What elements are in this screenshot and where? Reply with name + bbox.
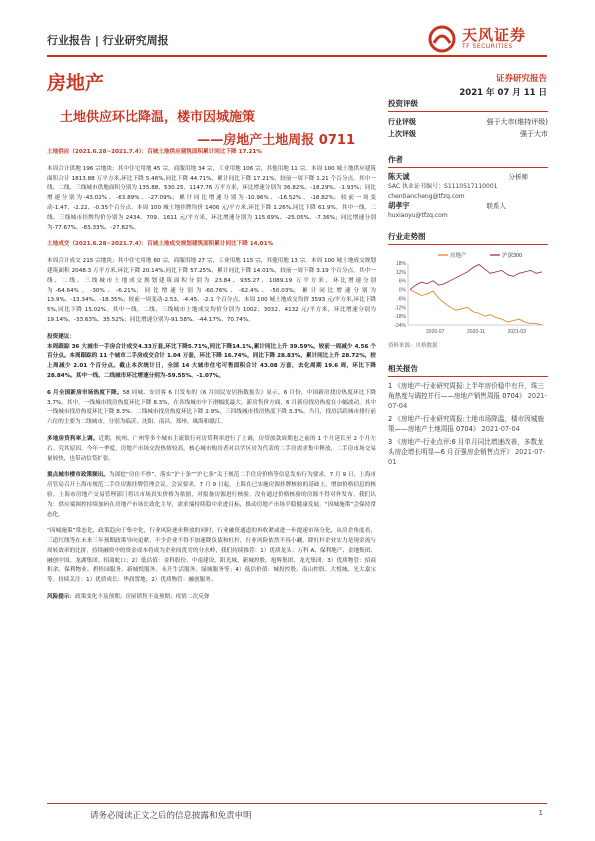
report-date: 2021 年 07 月 11 日 (459, 88, 547, 98)
y-tick-label: -24% (394, 322, 406, 329)
main-body (47, 148, 376, 610)
report-type: 证券研究报告 (495, 74, 547, 84)
industry-rating (388, 116, 548, 128)
chart-source: 资料来源：贝格数据 (388, 342, 438, 349)
footer-divider (47, 803, 547, 804)
y-tick-label: 6% (398, 278, 406, 285)
paragraph-lead: 6 月全国新房市场热度下降。 (47, 389, 123, 396)
related-report[interactable] (388, 437, 548, 468)
rating-title: 投资评级 (388, 98, 548, 112)
footer-disclaimer: 请务必阅读正文之后的信息披露和免责申明 (90, 811, 252, 821)
header-divider (47, 55, 547, 57)
prev-rating (388, 128, 548, 140)
author-cert: SAC 执业证书编号：S1110517110001 (388, 183, 498, 190)
paragraph-label: 风险提示： (47, 594, 75, 601)
related-report-date: 2021-07-01 (388, 447, 546, 467)
series-line-1 (410, 264, 542, 289)
author-title: 作者 (388, 154, 548, 168)
author-role: 联系人 (486, 202, 506, 210)
paragraph-lead: 多地房贷利率上调。 (47, 435, 99, 442)
author-role: 分析师 (508, 173, 528, 181)
y-tick-label: 18% (395, 260, 406, 267)
industry-trend-chart (388, 249, 548, 339)
paragraph: 本周跟踪 36 大城市一手房合计成交4.33万套,环比下降5.71%,同比下降14.1%,累计同比上升 39.59%。较前一周减少 4.56 个百分点。本周跟踪的 11 个城市二手房成交合计 1.04 万套，环比下降 16.74%，同比下降 28.83%，累计同比上升 28.72%，较上周减少 2.01 个百分点。截止本次统计日，全国 14 大城市住宅可售面积合计 43.08 万套，去化周期 19.6 周，环比下降 28.84%。其中一线、二线城市环比增速分别为-59.55%、-1.07%。 (47, 343, 376, 379)
paragraph: 本周合计供地 196 宗地块；其中住宅用地 45 宗，商服用地 34 宗，工业用地 106 宗，其他用地 11 宗。本周 100 城土地供应建筑面积合计 1813.88 万平方米,环比下降 5.46%,同比下降 44.71%，累计同比下降 17.21%，较前一周下降 1.21 个百分点。其中一线、二线、三线城市供地面积分别为 135.88、530.25、1147.76 万平方米，环比增速分别为 36.82%、-18.29%、-1.93%；同比增速分别为-43.02%、-63.89%、-27.09%；累计同比增速分别为-10.96%、-16.52%、-18.82%；较前一周变动-1.47、-2.22、-0.35个百分点。本周 100 城土地挂牌均价 1406 元/平方米,环比下降 1.26%,同比下降 61.9%。其中一线、二线、三线城市挂牌均价分别为 2434、709、1611 元/平方米，环比增速分别为 115.69%、-25.05%、-7.36%；同比增速分别为-77.67%、-83.33%、-27.82%。 (47, 165, 376, 231)
related-report-title[interactable]: 1 《房地产-行业研究周报:上半年房价稳中有升，珠三角热度与调控并行——房地产销售周报 0704》 (388, 381, 544, 400)
y-tick-label: 0% (398, 287, 406, 294)
related-report[interactable] (388, 414, 548, 435)
y-tick-label: -12% (394, 304, 406, 311)
headline: 土地供应环比降温，楼市因城施策 (60, 110, 256, 125)
subheadline: ——房地产土地周报 0711 (197, 133, 355, 148)
sidebar (388, 98, 548, 470)
related-title: 相关报告 (388, 363, 548, 377)
company-logo (428, 22, 548, 58)
related-report-date: 2021-07-04 (481, 425, 520, 434)
y-tick-label: -6% (397, 295, 406, 302)
author-email[interactable]: chentiancheng@tfzq.com (388, 192, 465, 200)
x-tick-label: 2020-07 (426, 328, 445, 335)
author-block (388, 172, 548, 221)
paragraph-lead: 重点城市楼市政策频出。 (47, 472, 110, 479)
legend-label: 沪深300 (502, 252, 523, 259)
y-tick-label: 12% (395, 269, 406, 276)
y-tick-label: -18% (394, 313, 406, 320)
prev-rating-label: 上次评级 (388, 130, 416, 138)
x-tick-label: 2021-03 (507, 328, 526, 335)
paragraph: 为深挖“房住不炒”，落实“沪十条”“沪七条”关于规范二手住房价格等信息发布行为要求，7 月 9 日，上海市房管局召开上海市规范二手住房源挂牌管理会议。会议要求，7 月 9 日起，上海在已实施房源挂牌核验的基础上，增加价格信息的核验。上海市房地产交易管理部门将以市场真实价格为依据，对报备房源进行核验，没有通过价格核验的房源不得对外发布。我们认为：供应端调控持续加码在房地产市场长效化主导，需求端持续稳中求进目标，推动房地产市场平稳健康发展。“因城施策”会保持常态化。 (47, 472, 376, 518)
paragraph: 政策变化不及预期；房屋销售不及预期；疫情二次反弹 (74, 594, 210, 601)
report-meta (459, 72, 547, 100)
page-number: 1 (538, 809, 543, 817)
related-report-title[interactable]: 2 《房地产-行业研究周报:土地市场降温，楼市因城施策——房地产土地周报 0704》 (388, 414, 544, 434)
paragraph: 本周合计成交 215 宗地块；其中住宅用地 60 宗，商服用地 27 宗，工业用地 115 宗，其他用地 13 宗。本周 100 城土地成交规划建筑面积 2048.3 万平方米,环比下降 20.14%,同比下降 57.25%，累计同比下降 14.01%，较前一周下降 3.19 个百分点。其中一线、二线、三线城市土地成交规划建筑面积分别为 23.84、935.27、1089.19 万平方米，环比增速分别为-64.64%、-30%、-6.21%；同比增速分别为-60.76%、-62.4%、-50.03%；累计同比增速分别为 13.9%、-13.34%、-18.35%；较前一周变动-2.53、-4.45、-2.1 个百分点。本周 100 城土地成交均价 3593 元/平方米,环比下降 5%,同比下降 15.02%。其中一线、二线、三线城市土地成交均价分别为 1002、3032、4132 元/平方米，环比增速分别为 19.14%、-33.63%、35.52%；同比增速分别为-91.58%、-44.17%、70.74%。 (47, 258, 376, 323)
related-report-title[interactable]: 3 《房地产-行业点评:6 月单月同比增速改善，多数龙头房企增长明显—6 月百强房企销售点评》 (388, 437, 544, 456)
related-report-date: 2021-07-04 (388, 391, 547, 411)
industry-rating-value: 强于大市(维持评级) (486, 118, 548, 126)
legend-label: 房地产 (450, 252, 467, 259)
paragraph: “因城施策”常态化，政策趋向于集中化，行业风险逐步释放的同时，行业融资通道的再收紧或进一步提速市场分化，从房企角度看，三道红线等在未来三年预期政策导向更紧，不少企业不得不加速降负债和杠杆，行业风险依然不容小觑。降杠杆企业实力是现金流与周转效率的比拼，持续融资中的资金成本将成为企业间优劣的分水岭，我们持续推荐：1）优质龙头：万科 A、保利地产、金地集团、融创中国、龙湖集团、招商蛇口；2）低估值：金科股份、中南建设、阳光城、新城控股、旭辉集团、龙光集团；3）优质物管：招商积余、保利物业、碧桂园服务、新城悦服务、永升生活服务、绿城服务等；4）低估价值：城投控股、南山控股、大悦城、光大嘉宝等。持续关注：1）优质成长：华润置地；2）优质物管：融创服务。 (47, 528, 376, 584)
series-line-0 (410, 289, 542, 324)
industry-rating-label: 行业评级 (388, 118, 416, 126)
x-tick-label: 2020-11 (467, 328, 485, 335)
logo-name: 天风证券 (462, 26, 527, 44)
chart-title: 行业走势图 (388, 231, 548, 245)
paragraph: 58 同城、安居客 6 日发布的《6 月国民安居指数报告》显示，6 月份，中国新房找房热度环比下降 3.7%。其中，一线城市找房热度环比下降 8.3%，在各线城市中下滑幅度最大。新房售价方面，6 月新房找房热度在小幅波动，其中一线城市找房热度环比下降 8.3%。二线城市找房热度环比下降 2.9%，三四线城市找房热度下降 3.3%。当月，找房活跃城市排行前六位的主要为二线城市，分别为临沂、沈阳、南昌、郑州、珠海和赣江。 (47, 389, 376, 426)
page-title: 房地产 (47, 72, 105, 94)
author-email[interactable]: huxiaoyu@tfzq.com (388, 212, 448, 219)
author-name: 陈天诚 (388, 172, 410, 181)
related-report[interactable] (388, 381, 548, 412)
prev-rating-value: 强于大市 (520, 130, 548, 138)
section-heading: 土地成交（2021.6.28~2021.7.4）：百城土地成交规划建筑面积累计同比下降 14.01% (47, 241, 274, 248)
chart-svg (388, 249, 548, 339)
section-heading: 土地供应（2021.6.28~2021.7.4）：百城土地供应建筑面积累计同比下降 17.21% (47, 149, 262, 155)
logo-subtitle: TF SECURITIES (462, 43, 513, 50)
paragraph: 近期，杭州、广州等多个城市主流银行对房贷利率进行了上调，房贷放款周期也之前的 1 个月延长至 2 个月左右。究其原因，今年一季度，房地产市场交投热情较高，核心城市购房者对以学区房为代表的二手房需求集中释放，二手房市场交易量较快，也带动信贷扩张。 (47, 435, 376, 462)
author-name: 胡孝宇 (388, 201, 410, 210)
logo-icon (428, 25, 456, 53)
breadcrumb: 行业报告 | 行业研究周报 (47, 34, 169, 47)
paragraph-label: 投资建议： (47, 333, 75, 340)
